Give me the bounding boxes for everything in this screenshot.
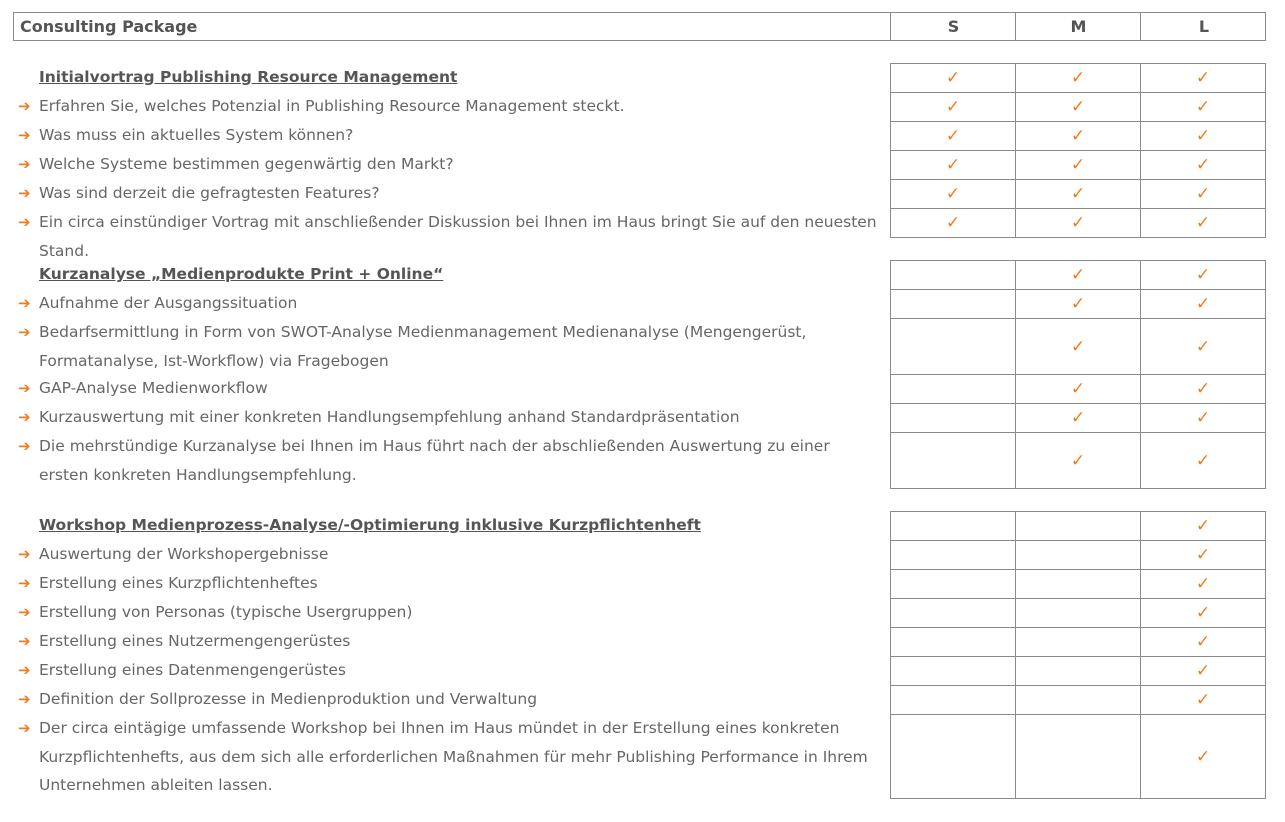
feature-row-text: Bedarfsermittlung in Form von SWOT-Analyse Medienmanagement Medienanalyse (Mengengerüst, Formatanalyse, Ist-Workflow) via Fragebogen xyxy=(39,323,807,370)
check-cell xyxy=(890,403,1016,433)
feature-row-text: Welche Systeme bestimmen gegenwärtig den Markt? xyxy=(39,155,454,173)
arrow-right-icon: ➔ xyxy=(18,574,31,592)
arrow-right-icon: ➔ xyxy=(18,97,31,115)
check-cell xyxy=(1140,374,1266,404)
check-cell xyxy=(890,63,1016,93)
check-cell xyxy=(1015,714,1141,799)
check-cell xyxy=(1140,714,1266,799)
check-cell xyxy=(1140,63,1266,93)
checkmark-icon: ✓ xyxy=(1195,379,1211,399)
checkmark-icon: ✓ xyxy=(945,213,961,233)
check-cell xyxy=(1140,150,1266,180)
checkmark-icon: ✓ xyxy=(945,68,961,88)
arrow-right-icon: ➔ xyxy=(18,408,31,426)
checkmark-icon: ✓ xyxy=(1070,184,1086,204)
check-cell xyxy=(890,511,1016,541)
feature-row-text: Die mehrstündige Kurzanalyse bei Ihnen im Haus führt nach der abschließenden Auswertung zu einer ersten konkreten Handlungsempfehlung. xyxy=(39,437,830,484)
checkmark-icon: ✓ xyxy=(1195,661,1211,681)
check-cell xyxy=(1015,656,1141,686)
checkmark-icon: ✓ xyxy=(1070,68,1086,88)
checkmark-icon: ✓ xyxy=(1195,126,1211,146)
check-cell xyxy=(1140,208,1266,238)
arrow-right-icon: ➔ xyxy=(18,690,31,708)
check-cell xyxy=(1140,627,1266,657)
check-cell xyxy=(1140,289,1266,319)
column-s-header: S xyxy=(890,13,1016,40)
checkmark-icon: ✓ xyxy=(945,97,961,117)
check-cell xyxy=(1140,92,1266,122)
check-cell xyxy=(1140,179,1266,209)
feature-row-text: Erstellung eines Nutzermengengerüstes xyxy=(39,632,351,650)
check-cell xyxy=(1015,121,1141,151)
check-cell xyxy=(1015,179,1141,209)
feature-check-grid xyxy=(890,511,1266,799)
arrow-right-icon: ➔ xyxy=(18,719,31,737)
check-cell xyxy=(1140,403,1266,433)
arrow-right-icon: ➔ xyxy=(18,437,31,455)
checkmark-icon: ✓ xyxy=(1195,574,1211,594)
check-cell xyxy=(1140,598,1266,628)
check-cell xyxy=(890,150,1016,180)
feature-row-text: Der circa eintägige umfassende Workshop bei Ihnen im Haus mündet in der Erstellung eines konkreten Kurzpflichtenhefts, aus dem sich alle erforderlichen Maßnahmen für mehr Publishing Performance in Ihrem Unternehmen ableiten lassen. xyxy=(39,719,868,794)
checkmark-icon: ✓ xyxy=(1070,336,1086,357)
package-header xyxy=(13,12,1266,41)
check-cell xyxy=(1140,432,1266,489)
check-cell xyxy=(890,289,1016,319)
check-cell xyxy=(1015,208,1141,238)
check-cell xyxy=(1140,685,1266,715)
check-cell xyxy=(890,374,1016,404)
arrow-right-icon: ➔ xyxy=(18,323,31,341)
arrow-right-icon: ➔ xyxy=(18,545,31,563)
feature-row-text: Erfahren Sie, welches Potenzial in Publishing Resource Management steckt. xyxy=(39,97,625,115)
checkmark-icon: ✓ xyxy=(1195,336,1211,357)
checkmark-icon: ✓ xyxy=(1195,450,1211,471)
feature-row-text: Erstellung eines Kurzpflichtenheftes xyxy=(39,574,318,592)
arrow-right-icon: ➔ xyxy=(18,126,31,144)
arrow-right-icon: ➔ xyxy=(18,661,31,679)
checkmark-icon: ✓ xyxy=(1195,155,1211,175)
checkmark-icon: ✓ xyxy=(1070,213,1086,233)
arrow-right-icon: ➔ xyxy=(18,184,31,202)
checkmark-icon: ✓ xyxy=(1070,155,1086,175)
checkmark-icon: ✓ xyxy=(1195,265,1211,285)
arrow-right-icon: ➔ xyxy=(18,632,31,650)
check-cell xyxy=(1015,289,1141,319)
checkmark-icon: ✓ xyxy=(1195,294,1211,314)
feature-check-grid xyxy=(890,63,1266,238)
checkmark-icon: ✓ xyxy=(1195,516,1211,536)
check-cell xyxy=(1140,121,1266,151)
checkmark-icon: ✓ xyxy=(1070,265,1086,285)
check-cell xyxy=(1015,540,1141,570)
checkmark-icon: ✓ xyxy=(945,184,961,204)
checkmark-icon: ✓ xyxy=(1070,126,1086,146)
checkmark-icon: ✓ xyxy=(1195,213,1211,233)
check-cell xyxy=(890,179,1016,209)
feature-row-text: Ein circa einstündiger Vortrag mit anschließender Diskussion bei Ihnen im Haus bringt Sie auf den neuesten Stand. xyxy=(39,213,877,260)
check-cell xyxy=(890,569,1016,599)
arrow-right-icon: ➔ xyxy=(18,603,31,621)
checkmark-icon: ✓ xyxy=(945,126,961,146)
check-cell xyxy=(890,121,1016,151)
checkmark-icon: ✓ xyxy=(1195,408,1211,428)
arrow-right-icon: ➔ xyxy=(18,213,31,231)
feature-row-text: Was sind derzeit die gefragtesten Features? xyxy=(39,184,380,202)
feature-row-text: Definition der Sollprozesse in Medienproduktion und Verwaltung xyxy=(39,690,538,708)
feature-row-text: Was muss ein aktuelles System können? xyxy=(39,126,354,144)
check-cell xyxy=(890,208,1016,238)
check-cell xyxy=(1140,511,1266,541)
feature-row-text: Erstellung eines Datenmengengerüstes xyxy=(39,661,346,679)
check-cell xyxy=(1015,569,1141,599)
feature-row-text: Aufnahme der Ausgangssituation xyxy=(39,294,298,312)
check-cell xyxy=(1015,260,1141,290)
check-cell xyxy=(1015,318,1141,375)
check-cell xyxy=(1015,63,1141,93)
arrow-right-icon: ➔ xyxy=(18,294,31,312)
checkmark-icon: ✓ xyxy=(1070,379,1086,399)
check-cell xyxy=(1015,627,1141,657)
checkmark-icon: ✓ xyxy=(1195,690,1211,710)
arrow-right-icon: ➔ xyxy=(18,379,31,397)
check-cell xyxy=(890,260,1016,290)
header-title: Consulting Package xyxy=(20,17,198,36)
checkmark-icon: ✓ xyxy=(1195,632,1211,652)
checkmark-icon: ✓ xyxy=(1195,97,1211,117)
check-cell xyxy=(890,540,1016,570)
column-m-header: M xyxy=(1015,13,1141,40)
section-title: Workshop Medienprozess-Analyse/-Optimierung inklusive Kurzpflichtenheft xyxy=(39,516,701,534)
check-cell xyxy=(890,627,1016,657)
checkmark-icon: ✓ xyxy=(1070,294,1086,314)
check-cell xyxy=(1140,318,1266,375)
check-cell xyxy=(1140,569,1266,599)
checkmark-icon: ✓ xyxy=(945,155,961,175)
section-title: Initialvortrag Publishing Resource Management xyxy=(39,68,458,86)
feature-row-text: Erstellung von Personas (typische Usergruppen) xyxy=(39,603,413,621)
check-cell xyxy=(890,656,1016,686)
feature-row-text: GAP-Analyse Medienworkflow xyxy=(39,379,268,397)
check-cell xyxy=(890,92,1016,122)
feature-row-text: Auswertung der Workshopergebnisse xyxy=(39,545,329,563)
checkmark-icon: ✓ xyxy=(1195,68,1211,88)
check-cell xyxy=(890,685,1016,715)
check-cell xyxy=(890,714,1016,799)
check-cell xyxy=(890,318,1016,375)
check-cell xyxy=(1015,511,1141,541)
checkmark-icon: ✓ xyxy=(1195,184,1211,204)
check-cell xyxy=(1140,260,1266,290)
check-cell xyxy=(1015,432,1141,489)
check-cell xyxy=(1015,92,1141,122)
arrow-right-icon: ➔ xyxy=(18,155,31,173)
section-title: Kurzanalyse „Medienprodukte Print + Online“ xyxy=(39,265,444,283)
checkmark-icon: ✓ xyxy=(1195,746,1211,767)
check-cell xyxy=(1140,656,1266,686)
check-cell xyxy=(1015,403,1141,433)
check-cell xyxy=(1015,685,1141,715)
check-cell xyxy=(1015,150,1141,180)
checkmark-icon: ✓ xyxy=(1070,450,1086,471)
checkmark-icon: ✓ xyxy=(1195,603,1211,623)
check-cell xyxy=(890,598,1016,628)
checkmark-icon: ✓ xyxy=(1070,97,1086,117)
check-cell xyxy=(890,432,1016,489)
feature-check-grid xyxy=(890,260,1266,489)
check-cell xyxy=(1140,540,1266,570)
checkmark-icon: ✓ xyxy=(1195,545,1211,565)
check-cell xyxy=(1015,374,1141,404)
check-cell xyxy=(1015,598,1141,628)
feature-row-text: Kurzauswertung mit einer konkreten Handlungsempfehlung anhand Standardpräsentation xyxy=(39,408,740,426)
checkmark-icon: ✓ xyxy=(1070,408,1086,428)
column-l-header: L xyxy=(1140,13,1267,40)
